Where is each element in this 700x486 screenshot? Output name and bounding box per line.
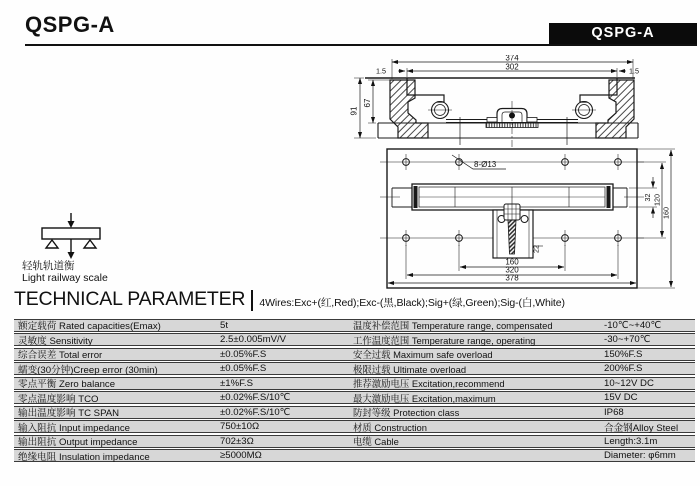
param-label: 输入阻抗 Input impedance [18,422,130,434]
param-label: 综合误差 Total error [18,350,103,362]
param-label: 极限过载 Ultimate overload [353,363,467,375]
product-caption-zh: 轻轨轨道衡 [22,260,75,272]
param-label: 推荐激励电压 Excitation,recommend [353,378,505,390]
table-row [14,362,695,375]
dim-hole-row-spacing: 120 [652,194,662,206]
param-label: 最大激励电压 Excitation,maximum [353,392,496,404]
param-value: 5t [220,319,229,331]
param-value: Diameter: φ6mm [604,450,676,462]
param-value: 702±3Ω [220,435,254,447]
technical-drawing [340,55,700,290]
dim-plate-depth: 160 [661,207,671,219]
dim-section-overall-width: 374 [505,55,519,63]
dim-outer-hole-spacing: 320 [505,265,519,275]
param-label: 绝缘电阻 Insulation impedance [18,451,150,463]
product-caption [22,260,108,284]
wiring-note: 4Wires:Exc+(红,Red);Exc-(黑,Black);Sig+(绿,Green);Sig-(白,White) [259,297,565,309]
section-title: TECHNICAL PARAMETER [14,288,246,310]
dim-rail-width: 32 [643,193,652,202]
param-label: 蠕变(30分钟)Creep error (30min) [18,364,158,376]
param-label: 温度补偿范围 Temperature range, compensated [353,320,553,332]
param-value: 10~12V DC [604,377,654,389]
product-caption-en: Light railway scale [22,272,108,284]
dim-edge-gap-left: 1.5 [376,66,386,76]
left-support-block [390,80,428,138]
plan-view [380,149,675,288]
arrow-down-icon [68,252,75,259]
model-badge: QSPG-A [549,23,697,44]
dim-section-height: 91 [349,106,359,116]
dim-plate-length: 378 [505,273,519,283]
param-value: -10℃~+40℃ [604,319,662,331]
load-diagram-icon [36,213,106,261]
param-label: 防封等级 Protection class [353,407,460,419]
param-value: ±0.05%F.S [220,363,267,375]
arrow-down-icon [68,221,75,228]
table-row [14,449,695,462]
page-title: QSPG-A [25,12,115,37]
param-value: 2.5±0.005mV/V [220,334,287,346]
param-value: 750±10Ω [220,421,260,433]
table-row [14,391,695,404]
param-label: 工作温度范围 Temperature range, operating [353,334,536,346]
param-value: ±0.02%F.S/10℃ [220,392,291,404]
param-value: Length:3.1m [604,435,658,447]
table-row [14,420,695,433]
parameter-table [14,319,695,464]
cable [508,220,516,254]
dim-cable-pocket: 22 [531,245,541,253]
dim-section-inner-height: 67 [363,98,372,108]
table-row [14,406,695,419]
technical-parameter-heading [14,288,565,311]
cross-section-view [354,59,638,147]
param-value: ≥5000MΩ [220,450,262,462]
param-label: 零点温度影响 TCO [18,393,99,405]
param-value: 200%F.S [604,363,643,375]
param-label: 灵敏度 Sensitivity [18,335,93,347]
dim-section-inner-width: 302 [505,62,519,72]
param-value: 15V DC [604,392,638,404]
param-value: ±1%F.S [220,377,253,389]
param-label: 额定载荷 Rated capacities(Emax) [18,321,161,333]
param-label: 输出温度影响 TC SPAN [18,408,120,420]
table-row [14,333,695,346]
param-value: 150%F.S [604,348,643,360]
heading-divider [251,290,253,311]
param-value: IP68 [604,406,624,418]
table-row [14,348,695,361]
param-value: -30~+70℃ [604,334,651,346]
param-value: ±0.02%F.S/10℃ [220,406,291,418]
right-support-block [596,80,634,138]
table-row [14,319,695,332]
param-value: 合金钢Alloy Steel [604,422,679,434]
param-label: 输出阻抗 Output impedance [18,437,138,449]
dim-edge-gap-right: 1.5 [629,66,639,76]
param-label: 材质 Construction [353,421,427,433]
dim-holes-label: 8-Ø13 [474,160,497,169]
table-row [14,435,695,448]
header-rule [25,44,697,46]
dim-inner-hole-spacing: 160 [505,257,519,267]
param-value: ±0.05%F.S [220,348,267,360]
param-label: 零点平衡 Zero balance [18,379,116,391]
param-label: 安全过载 Maximum safe overload [353,349,493,361]
table-row [14,377,695,390]
param-label: 电缆 Cable [353,436,399,448]
